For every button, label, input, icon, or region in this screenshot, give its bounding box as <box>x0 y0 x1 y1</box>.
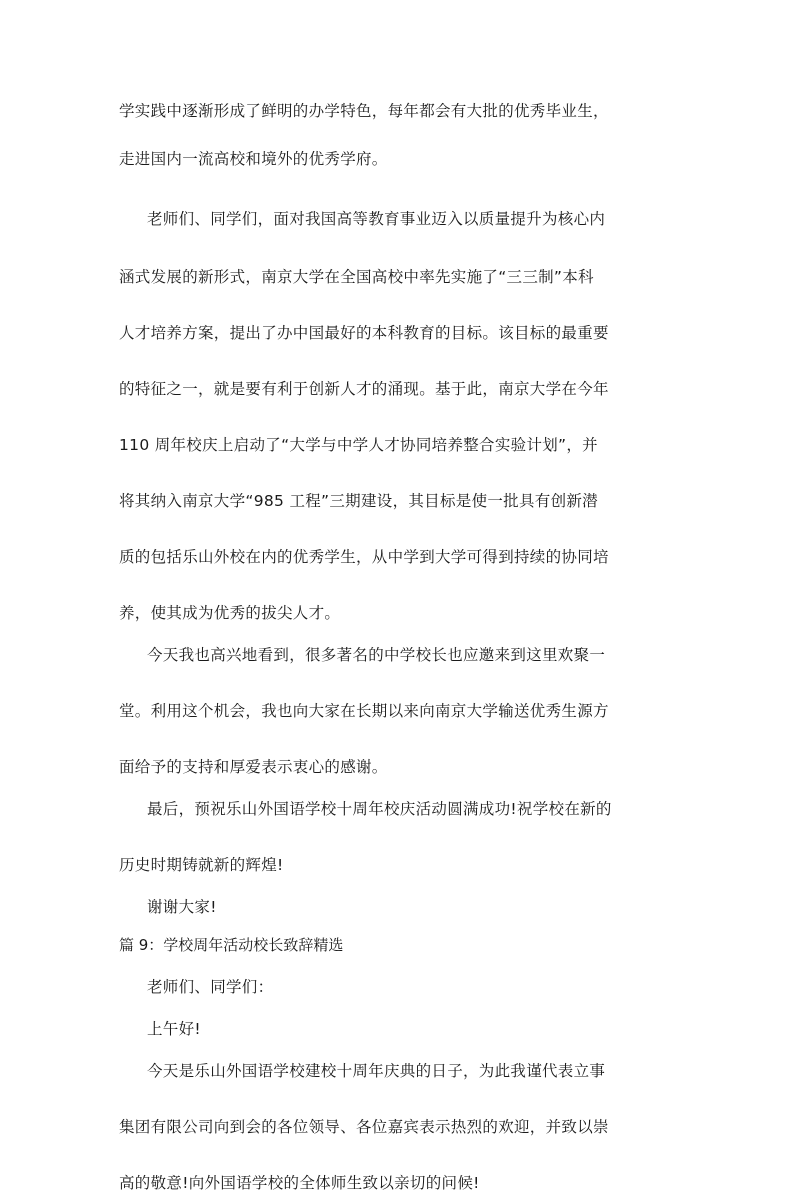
section-heading: 篇 9：学校周年活动校长致辞精选 <box>119 936 344 954</box>
text-line: 走进国内一流高校和境外的优秀学府。 <box>119 150 388 168</box>
text-line: 质的包括乐山外校在内的优秀学生，从中学到大学可得到持续的协同培 <box>119 548 609 566</box>
text-line: 养，使其成为优秀的拔尖人才。 <box>119 604 341 622</box>
text-line: 集团有限公司向到会的各位领导、各位嘉宾表示热烈的欢迎，并致以崇 <box>119 1118 609 1136</box>
paragraph-start-line: 今天我也高兴地看到，很多著名的中学校长也应邀来到这里欢聚一 <box>147 646 606 664</box>
text-line: 的特征之一，就是要有利于创新人才的涌现。基于此，南京大学在今年 <box>119 380 609 398</box>
text-line: 110 周年校庆上启动了“大学与中学人才协同培养整合实验计划”，并 <box>119 436 598 454</box>
text-line: 高的敬意!向外国语学校的全体师生致以亲切的问候! <box>119 1174 480 1192</box>
paragraph-start-line: 老师们、同学们，面对我国高等教育事业迈入以质量提升为核心内 <box>147 210 606 228</box>
text-line: 面给予的支持和厚爱表示衷心的感谢。 <box>119 758 388 776</box>
text-line: 涵式发展的新形式，南京大学在全国高校中率先实施了“三三制”本科 <box>119 268 594 286</box>
text-line: 人才培养方案，提出了办中国最好的本科教育的目标。该目标的最重要 <box>119 324 609 342</box>
paragraph-start-line: 最后，预祝乐山外国语学校十周年校庆活动圆满成功!祝学校在新的 <box>147 800 612 818</box>
text-line: 堂。利用这个机会，我也向大家在长期以来向南京大学输送优秀生源方 <box>119 702 609 720</box>
text-line: 学实践中逐渐形成了鲜明的办学特色，每年都会有大批的优秀毕业生， <box>119 102 609 120</box>
paragraph-start-line: 今天是乐山外国语学校建校十周年庆典的日子，为此我谨代表立事 <box>147 1062 606 1080</box>
salutation-line: 老师们、同学们： <box>147 978 274 996</box>
closing-line: 谢谢大家! <box>147 898 217 916</box>
text-line: 历史时期铸就新的辉煌! <box>119 856 284 874</box>
greeting-line: 上午好! <box>147 1020 201 1038</box>
text-line: 将其纳入南京大学“985 工程”三期建设，其目标是使一批具有创新潜 <box>119 492 598 510</box>
